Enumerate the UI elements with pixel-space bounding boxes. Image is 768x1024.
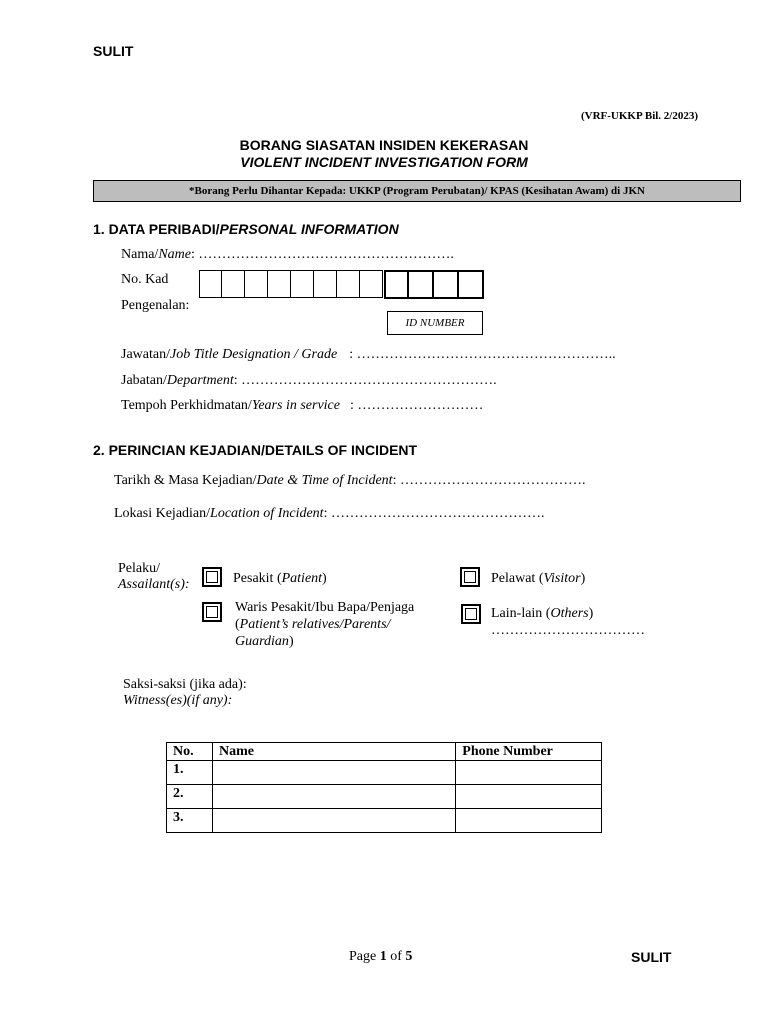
page-current: 1 — [379, 949, 387, 964]
ic-label-line2: Pengenalan: — [121, 298, 190, 313]
name-fill-line[interactable]: : ………………………………………………. — [191, 247, 454, 262]
ic-digit-box[interactable] — [337, 270, 360, 298]
patient-label-malay: Pesakit ( — [233, 571, 282, 586]
column-header-phone: Phone Number — [456, 743, 602, 761]
assailant-label-english: Assailant(s): — [118, 577, 190, 592]
years-service-field[interactable] — [121, 398, 483, 414]
relatives-label-malay: Waris Pesakit/Ibu Bapa/Penjaga — [235, 600, 415, 615]
section-1-heading — [93, 221, 399, 237]
table-row — [167, 785, 602, 809]
job-title-field[interactable] — [121, 347, 616, 363]
relatives-checkbox[interactable] — [202, 602, 222, 622]
datetime-fill-line[interactable]: : …………………………………. — [392, 473, 586, 488]
location-label-english: Location of Incident — [210, 506, 324, 521]
form-title-english: VIOLENT INCIDENT INVESTIGATION FORM — [240, 154, 528, 170]
job-label-malay: Jawatan/ — [121, 347, 170, 362]
ic-digit-box[interactable] — [314, 270, 337, 298]
visitor-label-english: Visitor — [543, 571, 581, 586]
incident-datetime-field[interactable] — [114, 473, 585, 489]
ic-digit-box[interactable] — [291, 270, 314, 298]
relatives-english-text-1: Patient’s relatives/Parents/ — [239, 617, 391, 632]
row-number: 3. — [167, 809, 213, 833]
department-field[interactable] — [121, 373, 497, 389]
others-checkbox[interactable] — [461, 604, 481, 624]
section-2-heading: 2. PERINCIAN KEJADIAN/DETAILS OF INCIDENT — [93, 442, 418, 458]
name-field[interactable] — [121, 247, 454, 263]
name-label-malay: Nama/ — [121, 247, 159, 262]
relatives-label-english-line1: (Patient’s relatives/Parents/ — [235, 617, 391, 632]
dept-label-malay: Jabatan/ — [121, 373, 167, 388]
form-reference: (VRF-UKKP Bil. 2/2023) — [581, 110, 699, 122]
row-number: 1. — [167, 761, 213, 785]
name-label-english: Name — [158, 247, 191, 262]
ic-digit-box[interactable] — [360, 270, 383, 298]
page-total: 5 — [405, 949, 413, 964]
others-label-english: Others — [550, 606, 589, 621]
page-indicator — [349, 949, 412, 965]
ic-number-boxes-last[interactable] — [384, 270, 484, 298]
others-fill-line[interactable]: …………………………… — [491, 623, 645, 638]
others-option-label: Lain-lain (Others) — [491, 606, 594, 621]
service-label-english: Years in service — [251, 398, 340, 413]
service-label-malay: Tempoh Perkhidmatan/ — [121, 398, 252, 413]
ic-digit-box[interactable] — [409, 270, 434, 299]
job-fill-line[interactable]: : ……………………………………………….. — [349, 347, 616, 362]
table-row — [167, 761, 602, 785]
job-label-english: Job Title Designation / Grade — [169, 347, 338, 362]
witness-phone-cell[interactable] — [456, 809, 602, 833]
datetime-label-english: Date & Time of Incident — [256, 473, 393, 488]
ic-number-boxes[interactable] — [199, 270, 383, 298]
dept-fill-line[interactable]: : ………………………………………………. — [233, 373, 497, 388]
patient-checkbox[interactable] — [202, 567, 222, 587]
page-of: of — [390, 949, 402, 964]
classification-bottom: SULIT — [631, 949, 672, 965]
witness-label-malay: Saksi-saksi (jika ada): — [123, 677, 247, 692]
relatives-label-english-line2: Guardian) — [235, 634, 294, 649]
visitor-checkbox[interactable] — [460, 567, 480, 587]
datetime-label-malay: Tarikh & Masa Kejadian/ — [114, 473, 257, 488]
location-fill-line[interactable]: : ………………………………………. — [323, 506, 545, 521]
service-fill-line[interactable]: : ……………………… — [349, 398, 484, 413]
page-word: Page — [349, 949, 377, 964]
relatives-english-text-2: Guardian — [235, 634, 289, 649]
column-header-name: Name — [212, 743, 455, 761]
table-row — [167, 809, 602, 833]
ic-digit-box[interactable] — [434, 270, 459, 299]
dept-label-english: Department — [166, 373, 234, 388]
classification-top: SULIT — [93, 43, 134, 59]
ic-digit-box[interactable] — [199, 270, 222, 298]
form-title-malay: BORANG SIASATAN INSIDEN KEKERASAN — [239, 137, 529, 153]
ic-digit-box[interactable] — [384, 270, 409, 299]
visitor-option-label: Pelawat (Visitor) — [491, 571, 586, 586]
ic-digit-box[interactable] — [268, 270, 291, 298]
submission-notice-banner: *Borang Perlu Dihantar Kepada: UKKP (Program Perubatan)/ KPAS (Kesihatan Awam) di JKN — [93, 180, 741, 202]
witness-phone-cell[interactable] — [456, 785, 602, 809]
section-1-heading-malay: 1. DATA PERIBADI/ — [93, 221, 220, 237]
witness-name-cell[interactable] — [212, 761, 455, 785]
others-label-malay: Lain-lain ( — [491, 606, 551, 621]
ic-label-line1: No. Kad — [121, 272, 169, 287]
assailant-label-malay: Pelaku/ — [118, 561, 160, 576]
witness-name-cell[interactable] — [212, 809, 455, 833]
witness-table — [166, 742, 602, 833]
patient-label-english: Patient — [281, 571, 323, 586]
row-number: 2. — [167, 785, 213, 809]
ic-digit-box[interactable] — [245, 270, 268, 298]
section-1-heading-english: PERSONAL INFORMATION — [219, 221, 399, 237]
ic-digit-box[interactable] — [459, 270, 484, 299]
patient-option-label: Pesakit (Patient) — [233, 571, 327, 586]
visitor-label-malay: Pelawat ( — [491, 571, 544, 586]
incident-location-field[interactable] — [114, 506, 544, 522]
id-number-label-box: ID NUMBER — [387, 311, 483, 335]
column-header-no: No. — [167, 743, 213, 761]
witness-table-header-row — [167, 743, 602, 761]
ic-digit-box[interactable] — [222, 270, 245, 298]
witness-name-cell[interactable] — [212, 785, 455, 809]
location-label-malay: Lokasi Kejadian/ — [114, 506, 211, 521]
witness-phone-cell[interactable] — [456, 761, 602, 785]
witness-label-english: Witness(es)(if any): — [123, 693, 233, 708]
